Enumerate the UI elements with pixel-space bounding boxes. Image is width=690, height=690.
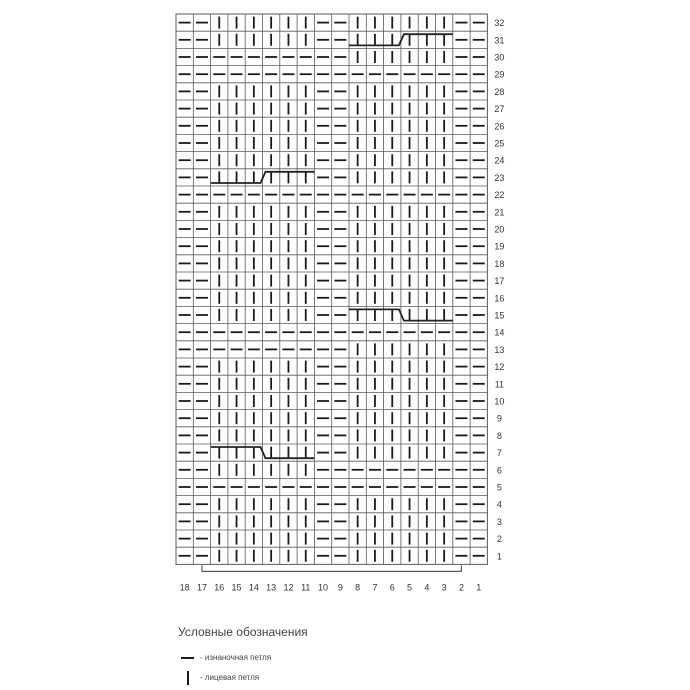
column-number-label: 2: [458, 582, 464, 593]
column-number-label: 3: [441, 582, 447, 593]
column-number-label: 16: [214, 582, 225, 593]
column-number-label: 9: [337, 582, 343, 593]
knit-symbol-icon: [180, 670, 196, 686]
row-number-label: 14: [494, 327, 505, 338]
row-number-label: 13: [494, 344, 505, 355]
row-number-label: 5: [496, 482, 502, 493]
column-number-label: 4: [424, 582, 430, 593]
legend-knit-label: - лицевая петля: [200, 673, 260, 682]
column-number-label: 1: [476, 582, 482, 593]
row-number-label: 25: [494, 138, 505, 149]
column-number-label: 15: [231, 582, 242, 593]
row-number-label: 4: [496, 499, 502, 510]
row-number-label: 3: [496, 516, 502, 527]
row-number-label: 22: [494, 190, 505, 201]
row-number-label: 16: [494, 293, 505, 304]
row-number-label: 12: [494, 362, 505, 373]
row-number-label: 15: [494, 310, 505, 321]
row-number-label: 10: [494, 396, 505, 407]
row-number-label: 29: [494, 69, 505, 80]
row-number-label: 28: [494, 86, 505, 97]
row-number-label: 31: [494, 35, 505, 46]
column-number-label: 12: [283, 582, 294, 593]
row-number-label: 23: [494, 172, 505, 183]
repeat-bracket: [202, 565, 462, 571]
row-number-label: 30: [494, 52, 505, 63]
column-number-label: 17: [196, 582, 207, 593]
column-number-label: 18: [179, 582, 190, 593]
row-number-label: 7: [496, 448, 502, 459]
legend-title: Условные обозначения: [178, 625, 308, 639]
column-number-label: 10: [318, 582, 329, 593]
column-number-label: 14: [248, 582, 259, 593]
row-number-label: 1: [496, 551, 502, 562]
row-number-label: 27: [494, 104, 505, 115]
row-number-label: 26: [494, 121, 505, 132]
column-number-label: 6: [389, 582, 395, 593]
row-number-label: 24: [494, 155, 505, 166]
row-number-label: 19: [494, 241, 505, 252]
purl-symbol-icon: [180, 650, 196, 666]
row-number-label: 2: [496, 534, 502, 545]
row-number-label: 21: [494, 207, 505, 218]
row-number-label: 17: [494, 276, 505, 287]
column-number-label: 7: [372, 582, 378, 593]
row-number-label: 8: [496, 430, 502, 441]
column-number-label: 5: [407, 582, 413, 593]
row-number-label: 18: [494, 258, 505, 269]
column-number-label: 13: [266, 582, 277, 593]
row-number-label: 20: [494, 224, 505, 235]
row-number-label: 11: [494, 379, 505, 390]
row-number-label: 6: [496, 465, 502, 476]
legend-purl-label: - изнаночная петля: [200, 653, 272, 662]
column-number-label: 8: [355, 582, 361, 593]
row-number-label: 9: [496, 413, 502, 424]
row-number-label: 32: [494, 18, 505, 29]
column-number-label: 11: [301, 582, 311, 593]
